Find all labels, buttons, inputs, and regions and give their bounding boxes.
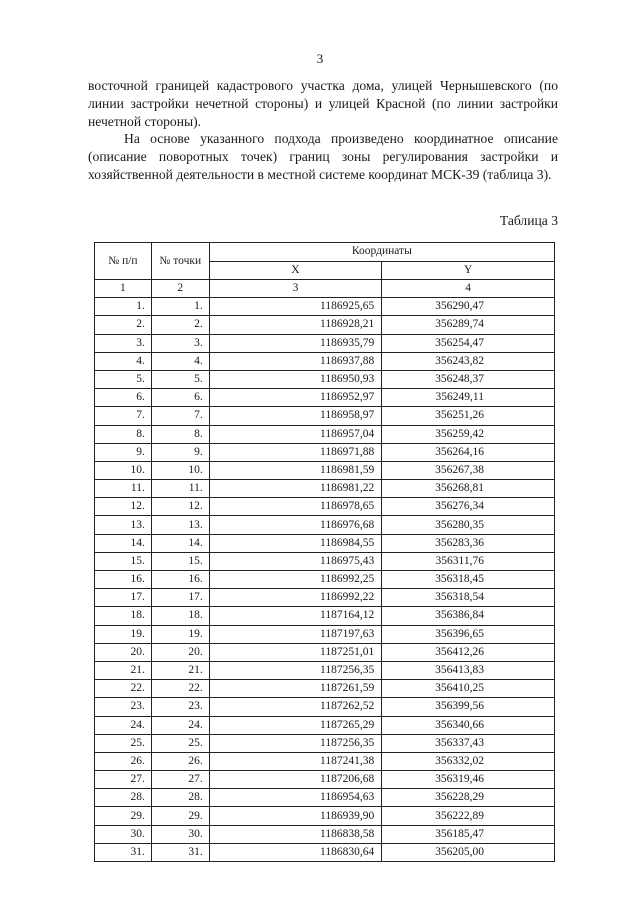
row-number-cell: 20. [95, 643, 152, 661]
y-coordinate-cell: 356248,37 [382, 370, 555, 388]
y-coordinate-cell: 356340,66 [382, 716, 555, 734]
table-row [95, 498, 555, 516]
point-number-cell: 12. [151, 498, 209, 516]
table-row [95, 643, 555, 661]
table-row [95, 534, 555, 552]
x-coordinate-cell: 1186925,65 [209, 298, 382, 316]
x-coordinate-cell: 1187262,52 [209, 698, 382, 716]
point-number-cell: 2. [151, 316, 209, 334]
x-coordinate-cell: 1187256,35 [209, 734, 382, 752]
y-coordinate-cell: 356396,65 [382, 625, 555, 643]
y-coordinate-cell: 356243,82 [382, 352, 555, 370]
header-row-number: № п/п [95, 243, 152, 280]
y-coordinate-cell: 356319,46 [382, 771, 555, 789]
x-coordinate-cell: 1186928,21 [209, 316, 382, 334]
x-coordinate-cell: 1186981,22 [209, 480, 382, 498]
column-index-cell: 3 [209, 280, 382, 298]
y-coordinate-cell: 356311,76 [382, 552, 555, 570]
coordinates-table [94, 242, 555, 862]
page-number: 3 [316, 51, 324, 66]
table-row [95, 771, 555, 789]
table-row [95, 807, 555, 825]
point-number-cell: 8. [151, 425, 209, 443]
table-row [95, 589, 555, 607]
x-coordinate-cell: 1186830,64 [209, 843, 382, 861]
x-coordinate-cell: 1186957,04 [209, 425, 382, 443]
table-row [95, 316, 555, 334]
x-coordinate-cell: 1187164,12 [209, 607, 382, 625]
table-row [95, 661, 555, 679]
x-coordinate-cell: 1186954,63 [209, 789, 382, 807]
point-number-cell: 19. [151, 625, 209, 643]
point-number-cell: 13. [151, 516, 209, 534]
table-row [95, 480, 555, 498]
row-number-cell: 10. [95, 461, 152, 479]
x-coordinate-cell: 1186935,79 [209, 334, 382, 352]
y-coordinate-cell: 356249,11 [382, 389, 555, 407]
table-row [95, 516, 555, 534]
row-number-cell: 28. [95, 789, 152, 807]
x-coordinate-cell: 1186981,59 [209, 461, 382, 479]
row-number-cell: 12. [95, 498, 152, 516]
row-number-cell: 7. [95, 407, 152, 425]
point-number-cell: 27. [151, 771, 209, 789]
y-coordinate-cell: 356289,74 [382, 316, 555, 334]
row-number-cell: 13. [95, 516, 152, 534]
header-x: X [209, 261, 382, 280]
table-row [95, 552, 555, 570]
table-row [95, 571, 555, 589]
table-row [95, 625, 555, 643]
table-row [95, 825, 555, 843]
x-coordinate-cell: 1186937,88 [209, 352, 382, 370]
row-number-cell: 2. [95, 316, 152, 334]
x-coordinate-cell: 1186958,97 [209, 407, 382, 425]
table-row [95, 352, 555, 370]
table-row [95, 734, 555, 752]
header-y: Y [382, 261, 555, 280]
row-number-cell: 1. [95, 298, 152, 316]
y-coordinate-cell: 356264,16 [382, 443, 555, 461]
point-number-cell: 6. [151, 389, 209, 407]
point-number-cell: 18. [151, 607, 209, 625]
row-number-cell: 3. [95, 334, 152, 352]
y-coordinate-cell: 356228,29 [382, 789, 555, 807]
row-number-cell: 22. [95, 680, 152, 698]
x-coordinate-cell: 1187206,68 [209, 771, 382, 789]
row-number-cell: 24. [95, 716, 152, 734]
point-number-cell: 5. [151, 370, 209, 388]
row-number-cell: 29. [95, 807, 152, 825]
row-number-cell: 19. [95, 625, 152, 643]
row-number-cell: 15. [95, 552, 152, 570]
point-number-cell: 9. [151, 443, 209, 461]
row-number-cell: 21. [95, 661, 152, 679]
point-number-cell: 20. [151, 643, 209, 661]
x-coordinate-cell: 1187197,63 [209, 625, 382, 643]
point-number-cell: 28. [151, 789, 209, 807]
row-number-cell: 6. [95, 389, 152, 407]
x-coordinate-cell: 1186952,97 [209, 389, 382, 407]
point-number-cell: 4. [151, 352, 209, 370]
y-coordinate-cell: 356410,25 [382, 680, 555, 698]
x-coordinate-cell: 1187241,38 [209, 752, 382, 770]
table-row [95, 752, 555, 770]
y-coordinate-cell: 356259,42 [382, 425, 555, 443]
table-row [95, 843, 555, 861]
row-number-cell: 30. [95, 825, 152, 843]
column-index-cell: 4 [382, 280, 555, 298]
row-number-cell: 11. [95, 480, 152, 498]
table-row [95, 298, 555, 316]
row-number-cell: 14. [95, 534, 152, 552]
point-number-cell: 7. [151, 407, 209, 425]
y-coordinate-cell: 356412,26 [382, 643, 555, 661]
point-number-cell: 21. [151, 661, 209, 679]
y-coordinate-cell: 356254,47 [382, 334, 555, 352]
point-number-cell: 1. [151, 298, 209, 316]
y-coordinate-cell: 356276,34 [382, 498, 555, 516]
point-number-cell: 30. [151, 825, 209, 843]
y-coordinate-cell: 356318,54 [382, 589, 555, 607]
y-coordinate-cell: 356280,35 [382, 516, 555, 534]
header-point-number: № точки [151, 243, 209, 280]
row-number-cell: 26. [95, 752, 152, 770]
table-caption: Таблица 3 [499, 213, 558, 228]
table-row [95, 389, 555, 407]
x-coordinate-cell: 1186976,68 [209, 516, 382, 534]
point-number-cell: 22. [151, 680, 209, 698]
table-row [95, 425, 555, 443]
x-coordinate-cell: 1186978,65 [209, 498, 382, 516]
x-coordinate-cell: 1186939,90 [209, 807, 382, 825]
point-number-cell: 10. [151, 461, 209, 479]
point-number-cell: 26. [151, 752, 209, 770]
y-coordinate-cell: 356222,89 [382, 807, 555, 825]
x-coordinate-cell: 1186984,55 [209, 534, 382, 552]
x-coordinate-cell: 1187261,59 [209, 680, 382, 698]
y-coordinate-cell: 356318,45 [382, 571, 555, 589]
table-row [95, 607, 555, 625]
x-coordinate-cell: 1186975,43 [209, 552, 382, 570]
point-number-cell: 31. [151, 843, 209, 861]
point-number-cell: 15. [151, 552, 209, 570]
table-row [95, 370, 555, 388]
row-number-cell: 25. [95, 734, 152, 752]
y-coordinate-cell: 356205,00 [382, 843, 555, 861]
table-row [95, 789, 555, 807]
y-coordinate-cell: 356268,81 [382, 480, 555, 498]
point-number-cell: 23. [151, 698, 209, 716]
row-number-cell: 23. [95, 698, 152, 716]
table-row [95, 334, 555, 352]
column-index-row [95, 280, 555, 298]
row-number-cell: 4. [95, 352, 152, 370]
y-coordinate-cell: 356399,56 [382, 698, 555, 716]
x-coordinate-cell: 1186950,93 [209, 370, 382, 388]
x-coordinate-cell: 1186971,88 [209, 443, 382, 461]
y-coordinate-cell: 356337,43 [382, 734, 555, 752]
y-coordinate-cell: 356332,02 [382, 752, 555, 770]
point-number-cell: 3. [151, 334, 209, 352]
x-coordinate-cell: 1187265,29 [209, 716, 382, 734]
paragraph-coordinate-method: На основе указанного подхода произведено координатное описание (описание поворотных точек) границ зоны регулирования застройки и хозяйственной деятельности в местной системе координат МСК-39 (таблица 3). [88, 131, 558, 182]
x-coordinate-cell: 1187256,35 [209, 661, 382, 679]
y-coordinate-cell: 356185,47 [382, 825, 555, 843]
table-row [95, 680, 555, 698]
y-coordinate-cell: 356413,83 [382, 661, 555, 679]
y-coordinate-cell: 356251,26 [382, 407, 555, 425]
paragraph-boundary-description: восточной границей кадастрового участка дома, улицей Чернышевского (по линии застройки нечетной стороны) и улицей Красной (по линии застройки нечетной стороны). [88, 78, 558, 129]
row-number-cell: 17. [95, 589, 152, 607]
point-number-cell: 16. [151, 571, 209, 589]
row-number-cell: 31. [95, 843, 152, 861]
table-row [95, 443, 555, 461]
point-number-cell: 24. [151, 716, 209, 734]
point-number-cell: 14. [151, 534, 209, 552]
point-number-cell: 17. [151, 589, 209, 607]
point-number-cell: 25. [151, 734, 209, 752]
x-coordinate-cell: 1186992,25 [209, 571, 382, 589]
row-number-cell: 27. [95, 771, 152, 789]
x-coordinate-cell: 1186838,58 [209, 825, 382, 843]
x-coordinate-cell: 1186992,22 [209, 589, 382, 607]
table-row [95, 698, 555, 716]
table-row [95, 461, 555, 479]
point-number-cell: 29. [151, 807, 209, 825]
table-body [95, 280, 555, 862]
y-coordinate-cell: 356386,84 [382, 607, 555, 625]
y-coordinate-cell: 356283,36 [382, 534, 555, 552]
row-number-cell: 5. [95, 370, 152, 388]
header-coordinates: Координаты [209, 243, 554, 262]
table-row [95, 716, 555, 734]
row-number-cell: 8. [95, 425, 152, 443]
row-number-cell: 9. [95, 443, 152, 461]
column-index-cell: 1 [95, 280, 152, 298]
point-number-cell: 11. [151, 480, 209, 498]
column-index-cell: 2 [151, 280, 209, 298]
row-number-cell: 18. [95, 607, 152, 625]
y-coordinate-cell: 356290,47 [382, 298, 555, 316]
table-row [95, 407, 555, 425]
row-number-cell: 16. [95, 571, 152, 589]
y-coordinate-cell: 356267,38 [382, 461, 555, 479]
x-coordinate-cell: 1187251,01 [209, 643, 382, 661]
